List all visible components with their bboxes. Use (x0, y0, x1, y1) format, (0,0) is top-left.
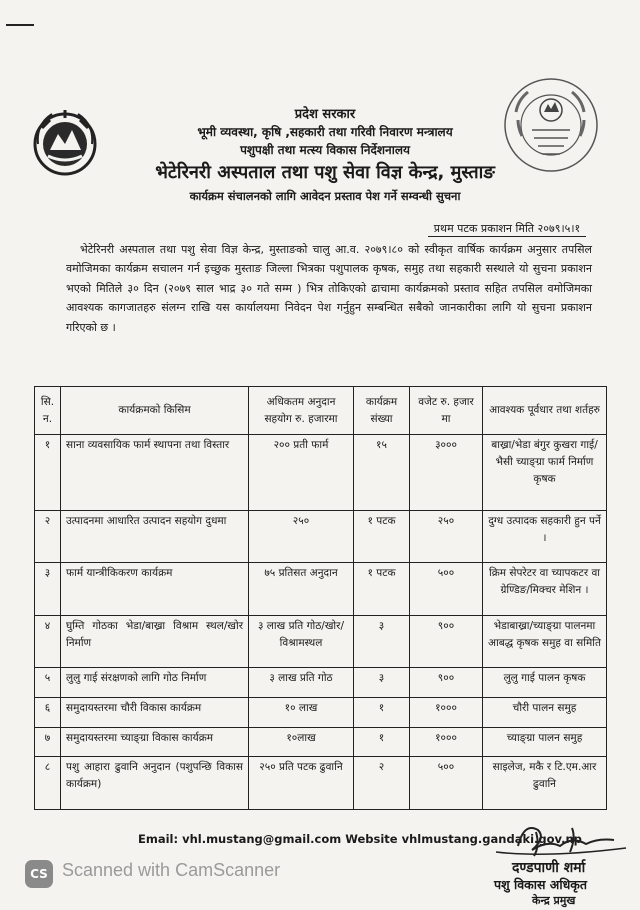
table-body (35, 435, 607, 810)
table-row (35, 697, 607, 727)
cell-program-count: १ पटक (354, 563, 410, 616)
cell-program-type: फार्म यान्त्रीकिकरण कार्यक्रम (61, 563, 249, 616)
table-row (35, 510, 607, 563)
cell-serial-number: ७ (35, 727, 61, 757)
cell-program-type: लुलु गाई संरक्षणको लागि गोठ निर्माण (61, 668, 249, 698)
cell-conditions: साइलेज, मकै र टि.एम.आर ढुवानि (483, 757, 607, 810)
notice-subject: कार्यक्रम संचालनको लागि आवेदन प्रस्ताव पेश गर्ने सम्वन्धी सुचना (189, 189, 461, 203)
cell-serial-number: ४ (35, 615, 61, 668)
cell-conditions: च्याङ्ग्रा पालन समुह (483, 727, 607, 757)
cell-program-count: १ (354, 697, 410, 727)
cell-budget: ३००० (410, 435, 483, 511)
cell-program-count: २ (354, 757, 410, 810)
cell-serial-number: १ (35, 435, 61, 511)
contact-email-website: Email: vhl.mustang@gmail.com Website vhlmustang.gandaki.gov.np (138, 832, 582, 846)
signatory-title: पशु विकास अधिकृत (494, 877, 587, 892)
cell-program-type: घुम्ति गोठका भेडा/बाख्रा विश्राम स्थल/खोर निर्माण (61, 615, 249, 668)
cell-max-grant: ७५ प्रतिसत अनुदान (249, 563, 354, 616)
cell-serial-number: ३ (35, 563, 61, 616)
cell-budget: १००० (410, 727, 483, 757)
table-header-row (35, 387, 607, 435)
cell-budget: १००० (410, 697, 483, 727)
cell-program-count: ३ (354, 615, 410, 668)
cell-max-grant: २०० प्रती फार्म (249, 435, 354, 511)
table-row (35, 563, 607, 616)
table-row (35, 757, 607, 810)
cell-max-grant: ३ लाख प्रति गोठ/खोर/विश्रामस्थल (249, 615, 354, 668)
header-ministry: भूमी व्यवस्था, कृषि ,सहकारी तथा गरिवी निवारण मन्त्रालय (197, 125, 453, 139)
cell-serial-number: ८ (35, 757, 61, 810)
col-program-type: कार्यक्रमको किसिम (61, 387, 249, 435)
cell-budget: ५०० (410, 757, 483, 810)
col-max-grant: अधिकतम अनुदान सहयोग रु. हजारमा (249, 387, 354, 435)
header-provincial-government: प्रदेश सरकार (294, 107, 356, 122)
table-row (35, 668, 607, 698)
cell-program-type: समुदायस्तरमा च्याङ्ग्रा विकास कार्यक्रम (61, 727, 249, 757)
col-conditions: आवश्यक पूर्वधार तथा शर्तहरु (483, 387, 607, 435)
cell-budget: ५०० (410, 563, 483, 616)
cell-conditions: भेडाबाख्रा/च्याङ्ग्रा पालनमा आबद्ध कृषक समुह वा समिति (483, 615, 607, 668)
cell-program-type: उत्पादनमा आधारित उत्पादन सहयोग दुधमा (61, 510, 249, 563)
cell-program-type: साना व्यवसायिक फार्म स्थापना तथा विस्तार (61, 435, 249, 511)
cell-budget: ९०० (410, 615, 483, 668)
cell-conditions: चौरी पालन समुह (483, 697, 607, 727)
cell-max-grant: १०लाख (249, 727, 354, 757)
cell-serial-number: ६ (35, 697, 61, 727)
cell-conditions: क्रिम सेपरेटर वा च्यापकटर वा ग्रेण्डिङ/मिक्चर मेशिन । (483, 563, 607, 616)
cell-serial-number: २ (35, 510, 61, 563)
header-directorate: पशुपक्षी तथा मत्स्य विकास निर्देशनालय (240, 143, 410, 157)
cell-program-count: १५ (354, 435, 410, 511)
signatory-role: केन्द्र प्रमुख (532, 894, 576, 907)
table-row (35, 615, 607, 668)
cell-max-grant: २५० (249, 510, 354, 563)
cell-program-count: १ (354, 727, 410, 757)
program-table (34, 386, 607, 810)
corner-mark (6, 24, 34, 26)
cell-conditions: लुलु गाई पालन कृषक (483, 668, 607, 698)
cell-serial-number: ५ (35, 668, 61, 698)
col-program-count: कार्यक्रम संख्या (354, 387, 410, 435)
camscanner-logo-icon: CS (25, 860, 53, 888)
cell-max-grant: १० लाख (249, 697, 354, 727)
cell-program-count: १ पटक (354, 510, 410, 563)
header-office-name: भेटेरिनरी अस्पताल तथा पशु सेवा विज्ञ केन्द्र, मुस्ताङ (155, 162, 495, 183)
cell-budget: २५० (410, 510, 483, 563)
cell-budget: ९०० (410, 668, 483, 698)
cell-max-grant: ३ लाख प्रति गोठ (249, 668, 354, 698)
cell-max-grant: २५० प्रति पटक ढुवानि (249, 757, 354, 810)
cell-conditions: दुग्ध उत्पादक सहकारी हुन पर्ने । (483, 510, 607, 563)
notice-body: भेटेरिनरी अस्पताल तथा पशु सेवा विज्ञ केन्द्र, मुस्ताङको चालु आ.व. २०७९।८० को स्वीकृत वार्षिक कार्यक्रम अनुसार तपसिल वमोजिमका कार्यक्रम सचालन गर्न इच्छुक मुस्ताङ जिल्ला भित्रका पशुपालक कृषक, समुह तथा सहकारी सस्थाले यो सुचना प्रकाशन भएको मितिले ३० दिन (२०७९ साल भाद्र ३० गते सम्म ) भित्र तोकिएको ढाचामा कार्यक्रमको प्रस्ताव सहित तपसिल वमोजिमका आवश्यक कागजातहरु संलग्न राखि यस कार्यालयमा निवेदन पेश गर्नुहुन सम्बन्धित सबैको जानकारीका लागि यो सुचना प्रकाशन गरिएको छ । (66, 243, 592, 334)
col-serial-number: सि. न. (35, 387, 61, 435)
cell-conditions: बाख्रा/भेडा बंगुर कुखरा गाई/भैसी च्याङ्ग्रा फार्म निर्माण कृषक (483, 435, 607, 511)
cell-program-count: ३ (354, 668, 410, 698)
cell-program-type: समुदायस्तरमा चौरी विकास कार्यक्रम (61, 697, 249, 727)
camscanner-watermark: Scanned with CamScanner (62, 860, 281, 880)
signatory-name: दण्डपाणी शर्मा (512, 860, 586, 876)
col-budget: वजेट रु. हजार मा (410, 387, 483, 435)
table-row (35, 727, 607, 757)
government-emblem-icon (28, 104, 102, 178)
cell-program-type: पशु आहारा ढुवानि अनुदान (पशुपन्छि विकास कार्यक्रम) (61, 757, 249, 810)
table-row (35, 435, 607, 511)
publish-date: प्रथम पटक प्रकाशन मिति २०७९।५।१ (428, 221, 586, 237)
